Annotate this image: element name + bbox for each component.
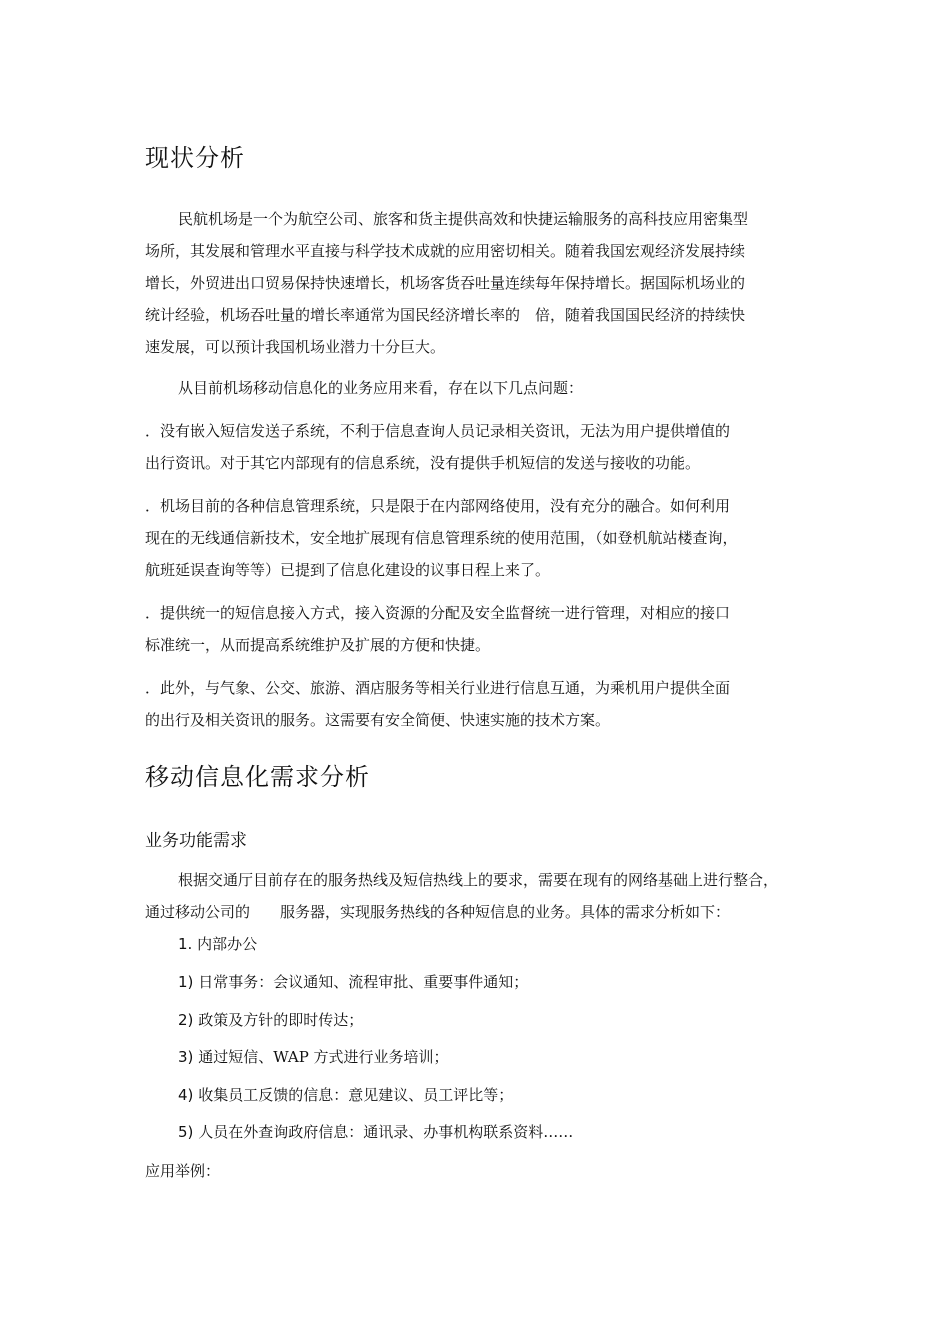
list-item (178, 1122, 573, 1142)
issue-line: 现在的无线通信新技术，安全地扩展现有信息管理系统的使用范围，（如登机航站楼查询， (145, 529, 738, 547)
list-item (178, 1047, 449, 1067)
paragraph-line: 根据交通厅目前存在的服务热线及短信热线上的要求，需要在现有的网络基础上进行整合， (178, 871, 779, 889)
issue-line: ．提供统一的短信息接入方式，接入资源的分配及安全监督统一进行管理，对相应的接口 (145, 604, 731, 622)
paragraph-line: 统计经验，机场吞吐量的增长率通常为国民经济增长率的 倍，随着我国国民经济的持续快 (145, 306, 746, 324)
list-number: 3) (178, 1048, 194, 1066)
list-number: 5) (178, 1123, 194, 1141)
list-item (178, 1010, 363, 1030)
issue-line: 航班延误查询等等）已提到了信息化建设的议事日程上来了。 (145, 561, 551, 579)
subsection-title: 业务功能需求 (145, 831, 247, 851)
list-number: 2) (178, 1011, 194, 1029)
paragraph-line: 从目前机场移动信息化的业务应用来看，存在以下几点问题： (178, 379, 584, 397)
issue-line: 的出行及相关资讯的服务。这需要有安全简便、快速实施的技术方案。 (145, 711, 611, 729)
list-number: 1. (178, 935, 193, 953)
paragraph-line: 速发展，可以预计我国机场业潜力十分巨大。 (145, 338, 446, 356)
section-title-status-analysis: 现状分析 (145, 144, 245, 172)
section-title-requirements: 移动信息化需求分析 (145, 763, 370, 791)
list-text: 政策及方针的即时传达； (198, 1011, 364, 1029)
issue-line: 标准统一，从而提高系统维护及扩展的方便和快捷。 (145, 636, 491, 654)
paragraph-line: 场所，其发展和管理水平直接与科学技术成就的应用密切相关。随着我国宏观经济发展持续 (145, 242, 746, 260)
list-text: 收集员工反馈的信息：意见建议、员工评比等； (198, 1086, 514, 1104)
list-heading (178, 934, 257, 954)
issue-line: ．没有嵌入短信发送子系统，不利于信息查询人员记录相关资讯，无法为用户提供增值的 (145, 422, 731, 440)
list-text: 人员在外查询政府信息：通讯录、办事机构联系资料…… (198, 1123, 574, 1141)
list-text: 通过短信、WAP 方式进行业务培训； (198, 1048, 449, 1066)
list-text: 内部办公 (197, 935, 258, 953)
paragraph-line: 通过移动公司的 服务器，实现服务热线的各种短信息的业务。具体的需求分析如下： (145, 903, 731, 921)
list-item (178, 972, 528, 992)
list-number: 1) (178, 973, 194, 991)
issue-line: ．此外，与气象、公交、旅游、酒店服务等相关行业进行信息互通，为乘机用户提供全面 (145, 679, 731, 697)
paragraph-line: 民航机场是一个为航空公司、旅客和货主提供高效和快捷运输服务的高科技应用密集型 (178, 210, 749, 228)
issue-line: ．机场目前的各种信息管理系统，只是限于在内部网络使用，没有充分的融合。如何利用 (145, 497, 731, 515)
example-label: 应用举例： (145, 1162, 221, 1180)
list-number: 4) (178, 1086, 194, 1104)
list-text: 日常事务：会议通知、流程审批、重要事件通知； (198, 973, 529, 991)
issue-line: 出行资讯。对于其它内部现有的信息系统，没有提供手机短信的发送与接收的功能。 (145, 454, 701, 472)
list-item (178, 1085, 513, 1105)
paragraph-line: 增长，外贸进出口贸易保持快速增长，机场客货吞吐量连续每年保持增长。据国际机场业的 (145, 274, 746, 292)
